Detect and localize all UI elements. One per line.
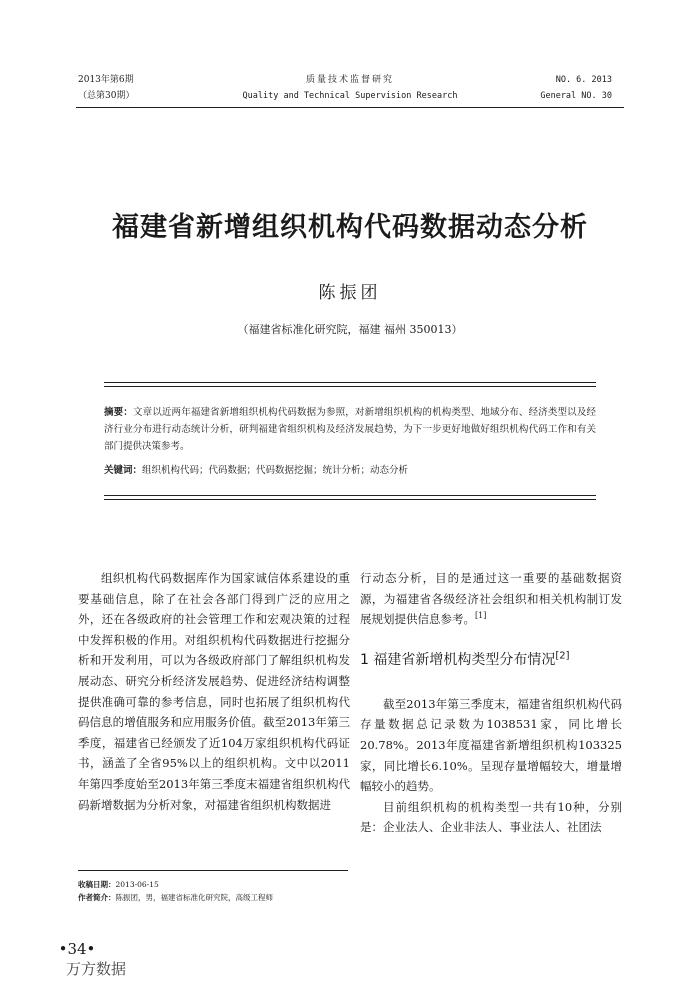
author-bio-label: 作者简介： (78, 893, 116, 902)
journal-name-en: Quality and Technical Supervision Research (242, 91, 458, 101)
keywords (104, 462, 596, 479)
section-heading (360, 650, 622, 670)
footnote (78, 878, 273, 904)
footnote-rule (78, 870, 348, 871)
issue-number: 2013年第6期 (78, 75, 134, 85)
section-citation-ref: [2] (555, 650, 570, 662)
citation-ref: [1] (475, 611, 487, 621)
article-title: 福建省新增组织机构代码数据动态分析 (112, 212, 588, 243)
journal-name-cn: 质量技术监督研究 (305, 75, 394, 85)
abstract-top-rule (104, 382, 596, 387)
abstract (104, 404, 596, 455)
header-rule (76, 107, 624, 108)
journal-volume (540, 72, 612, 104)
body-paragraph: 组织机构代码数据库作为国家诚信体系建设的重要基础信息，除了在社会各部门得到广泛的应用之外，还在各级政府的社会管理工作和宏观决策的过程中发挥积极的作用。对组织机构代码数据进行挖掘分析和开发利用，可以为各级政府部门了解组织机构发展动态、研究分析经济发展趋势、促进经济结构调整提供准确可靠的参考信息，同时也拓展了组织机构代码信息的增值服务和应用服务价值。截至2013年第三季度，福建省已经颁发了近104万家组织机构代码证书，涵盖了全省95%以上的组织机构。文中以2011年第四季度始至2013年第三季度末福建省组织机构代码新增数据为分析对象，对福建省组织机构数据进 (78, 571, 350, 812)
page-number: •34• (58, 940, 96, 958)
body-left-column (78, 568, 350, 815)
body-paragraph-continued (360, 568, 622, 630)
keywords-label: 关键词： (104, 465, 143, 476)
keywords-text: 组织机构代码；代码数据；代码数据挖掘；统计分析；动态分析 (142, 465, 409, 476)
body-paragraph: 目前组织机构的机构类型一共有10种，分别是：企业法人、企业非法人、事业法人、社团法 (360, 799, 622, 835)
general-volume-number: General NO. 30 (540, 91, 612, 101)
volume-number: NO. 6. 2013 (555, 75, 612, 85)
article-author: 陈振团 (318, 283, 382, 303)
received-label: 收稿日期： (78, 880, 116, 889)
received-date (78, 878, 273, 891)
paragraph-text: 行动态分析，目的是通过这一重要的基础数据资源，为福建省各级经济社会组织和相关机构制订发展规划提供信息参考。 (360, 571, 622, 627)
watermark: 万方数据 (66, 960, 127, 978)
author-affiliation: （福建省标准化研究院，福建 福州 350013） (237, 323, 463, 336)
abstract-text: 文章以近两年福建省新增组织机构代码数据为参照，对新增组织机构的机构类型、地域分布、经济类型以及经济行业分布进行动态统计分析，研判福建省组织机构及经济发展趋势，为下一步更好地做好组织机构代码工作和有关部门提供决策参考。 (104, 407, 596, 452)
abstract-label: 摘要： (104, 407, 133, 418)
section-title: 1 福建省新增机构类型分布情况 (360, 651, 556, 668)
body-right-column (360, 568, 622, 838)
body-paragraph: 截至2013年第三季度末，福建省组织机构代码存量数据总记录数为1038531家，同比增长20.78%。2013年度福建省新增组织机构103325家，同比增长6.10%。呈现存量增幅较大，增量增幅较小的趋势。 (360, 696, 622, 794)
general-issue-number: （总第30期） (78, 91, 135, 101)
author-bio (78, 891, 273, 904)
abstract-bottom-rule (104, 495, 596, 500)
received-value: 2013-06-15 (115, 880, 159, 889)
author-bio-value: 陈振团，男，福建省标准化研究院，高级工程师 (115, 893, 273, 902)
